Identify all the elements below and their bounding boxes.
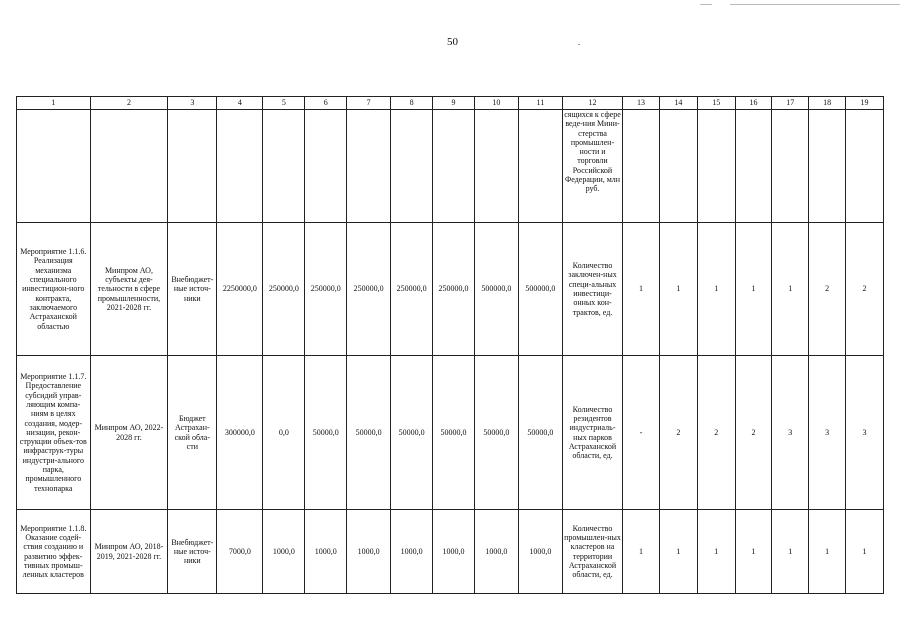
indicator-cell: Количество резидентов индустриаль-ных парков Астраханской области, ед.	[562, 356, 622, 510]
column-number: 3	[168, 97, 217, 110]
column-number: 12	[562, 97, 622, 110]
target-cell: 1	[659, 223, 697, 356]
value-cell: 500000,0	[474, 223, 518, 356]
scan-artifact-line	[730, 4, 900, 5]
value-cell	[474, 110, 518, 223]
value-cell: 250000,0	[305, 223, 347, 356]
column-number: 1	[17, 97, 91, 110]
target-cell: 1	[735, 223, 772, 356]
table-row	[17, 510, 884, 594]
measure-cell: Мероприятие 1.1.6. Реализация механизма специального инвестицион-ного контракта, заключаемого Астраханской областью	[17, 223, 91, 356]
value-cell: 50000,0	[518, 356, 562, 510]
table-row	[17, 356, 884, 510]
column-number: 16	[735, 97, 772, 110]
target-cell: 1	[697, 510, 735, 594]
column-number: 11	[518, 97, 562, 110]
value-cell: 50000,0	[347, 356, 391, 510]
target-cell	[735, 110, 772, 223]
target-cell: 1	[772, 510, 809, 594]
value-cell	[263, 110, 305, 223]
funding-source-cell: Бюджет Астрахан-ской обла-сти	[168, 356, 217, 510]
value-cell: 250000,0	[433, 223, 475, 356]
value-cell: 1000,0	[263, 510, 305, 594]
target-cell: -	[623, 356, 660, 510]
value-cell	[305, 110, 347, 223]
value-cell: 50000,0	[474, 356, 518, 510]
target-cell: 2	[809, 223, 846, 356]
column-number: 7	[347, 97, 391, 110]
value-cell	[518, 110, 562, 223]
column-number: 14	[659, 97, 697, 110]
indicator-cell: Количество заключен-ных специ-альных инвестици-онных кон-трактов, ед.	[562, 223, 622, 356]
indicator-cell: сящихся к сфере веде-ния Мини-стерства промышлен-ности и торговли Российской Федерации, млн руб.	[562, 110, 622, 223]
column-number: 6	[305, 97, 347, 110]
value-cell: 7000,0	[217, 510, 263, 594]
column-number: 19	[846, 97, 884, 110]
target-cell	[809, 110, 846, 223]
column-number: 17	[772, 97, 809, 110]
column-number: 5	[263, 97, 305, 110]
value-cell: 1000,0	[347, 510, 391, 594]
value-cell: 1000,0	[433, 510, 475, 594]
target-cell: 3	[772, 356, 809, 510]
executor-cell: Минпром АО, 2018-2019, 2021-2028 гг.	[90, 510, 168, 594]
target-cell	[697, 110, 735, 223]
funding-source-cell: Внебюджет-ные источ-ники	[168, 223, 217, 356]
value-cell: 0,0	[263, 356, 305, 510]
value-cell: 1000,0	[305, 510, 347, 594]
measure-cell: Мероприятие 1.1.7. Предоставление субсидий управ-ляющим компа-ниям в целях создания, модер-низации, рекон-струкции объек-тов инфраструк-туры индустри-ального парка, промышленного технопарка	[17, 356, 91, 510]
value-cell: 50000,0	[391, 356, 433, 510]
executor-cell	[90, 110, 168, 223]
column-number: 8	[391, 97, 433, 110]
value-cell: 300000,0	[217, 356, 263, 510]
target-cell: 1	[846, 510, 884, 594]
target-cell	[772, 110, 809, 223]
value-cell: 1000,0	[391, 510, 433, 594]
column-number: 4	[217, 97, 263, 110]
target-cell: 3	[809, 356, 846, 510]
column-number: 9	[433, 97, 475, 110]
target-cell: 2	[846, 223, 884, 356]
target-cell: 1	[697, 223, 735, 356]
target-cell	[623, 110, 660, 223]
target-cell	[846, 110, 884, 223]
program-measures-table	[16, 96, 884, 594]
target-cell: 2	[735, 356, 772, 510]
value-cell: 1000,0	[518, 510, 562, 594]
table-row	[17, 110, 884, 223]
target-cell: 1	[659, 510, 697, 594]
column-number: 18	[809, 97, 846, 110]
executor-cell: Минпром АО, 2022-2028 гг.	[90, 356, 168, 510]
measure-cell: Мероприятие 1.1.8. Оказание содей-ствия созданию и развитию эффек-тивных промыш-ленных кластеров	[17, 510, 91, 594]
page-number: 50	[447, 36, 458, 48]
value-cell	[217, 110, 263, 223]
funding-source-cell	[168, 110, 217, 223]
executor-cell: Минпром АО, субъекты дея-тельности в сфере промышленности, 2021-2028 гг.	[90, 223, 168, 356]
indicator-cell: Количество промышлен-ных кластеров на территории Астраханской области, ед.	[562, 510, 622, 594]
column-number: 2	[90, 97, 168, 110]
value-cell: 2250000,0	[217, 223, 263, 356]
value-cell: 1000,0	[474, 510, 518, 594]
column-number-row	[17, 97, 884, 110]
target-cell: 1	[735, 510, 772, 594]
value-cell: 500000,0	[518, 223, 562, 356]
scan-artifact-line	[700, 4, 712, 5]
target-cell: 3	[846, 356, 884, 510]
value-cell: 50000,0	[433, 356, 475, 510]
value-cell: 250000,0	[391, 223, 433, 356]
value-cell: 250000,0	[263, 223, 305, 356]
target-cell: 1	[809, 510, 846, 594]
measure-cell	[17, 110, 91, 223]
value-cell	[433, 110, 475, 223]
column-number: 15	[697, 97, 735, 110]
value-cell: 250000,0	[347, 223, 391, 356]
table-row	[17, 223, 884, 356]
funding-source-cell: Внебюджет-ные источ-ники	[168, 510, 217, 594]
column-number: 13	[623, 97, 660, 110]
value-cell: 50000,0	[305, 356, 347, 510]
value-cell	[347, 110, 391, 223]
target-cell: 1	[623, 510, 660, 594]
target-cell	[659, 110, 697, 223]
target-cell: 1	[623, 223, 660, 356]
target-cell: 2	[659, 356, 697, 510]
target-cell: 2	[697, 356, 735, 510]
target-cell: 1	[772, 223, 809, 356]
column-number: 10	[474, 97, 518, 110]
value-cell	[391, 110, 433, 223]
